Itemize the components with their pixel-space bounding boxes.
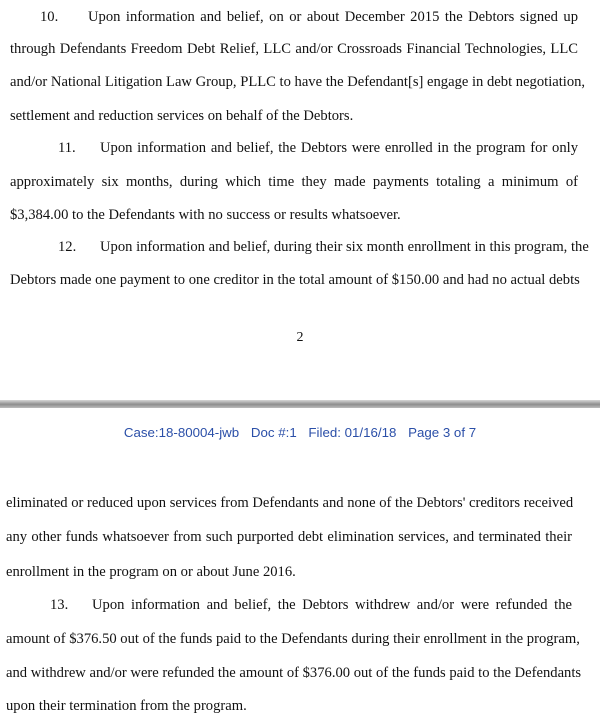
continuation-line-2: any other funds whatsoever from such purported debt elimination services, and terminated their [6,529,572,545]
paragraph-12-line-1 [58,238,589,256]
paragraph-11-text: Upon information and belief, the Debtors were enrolled in the program for only [100,140,578,156]
paragraph-11-line-3: $3,384.00 to the Defendants with no success or results whatsoever. [10,207,401,223]
page-separator [0,400,600,408]
paragraph-13-line-2: amount of $376.50 out of the funds paid to the Defendants during their enrollment in the program, [6,631,580,647]
paragraph-10-line-1 [40,8,578,26]
paragraph-11-line-1 [58,139,578,157]
page-number: 2 [296,330,304,345]
paragraph-10-line-3: and/or National Litigation Law Group, PLLC to have the Defendant[s] engage in debt negotiation, [10,74,586,90]
paragraph-13-text: Upon information and belief, the Debtors withdrew and/or were refunded the [92,597,572,613]
paragraph-13-number: 13. [50,597,69,613]
filed-date: Filed: 01/16/18 [308,425,397,440]
paragraph-12-line-2: Debtors made one payment to one creditor in the total amount of $150.00 and had no actual debts [10,272,580,288]
paragraph-13-line-3: and withdrew and/or were refunded the amount of $376.00 out of the funds paid to the Defendants [6,665,582,681]
document-page-3 [0,410,600,721]
paragraph-13-line-4: upon their termination from the program. [6,698,247,714]
case-number: Case:18-80004-jwb [123,425,240,440]
doc-number: Doc #:1 [250,425,297,440]
paragraph-12-number: 12. [58,239,77,255]
paragraph-10-number: 10. [40,9,59,25]
paragraph-13-line-1 [50,596,572,614]
continuation-line-1: eliminated or reduced upon services from Defendants and none of the Debtors' creditors received [6,495,574,511]
paragraph-10-line-2: through Defendants Freedom Debt Relief, LLC and/or Crossroads Financial Technologies, LLC [10,41,578,57]
paragraph-11-line-2: approximately six months, during which time they made payments totaling a minimum of [10,174,578,190]
paragraph-12-text: Upon information and belief, during their six month enrollment in this program, the [100,239,589,255]
paragraph-11-number: 11. [58,140,76,156]
paragraph-10-line-4: settlement and reduction services on behalf of the Debtors. [10,108,354,124]
continuation-line-3: enrollment in the program on or about June 2016. [6,564,296,580]
page-indicator: Page 3 of 7 [408,425,477,440]
paragraph-10-text: Upon information and belief, on or about December 2015 the Debtors signed up [88,9,578,25]
